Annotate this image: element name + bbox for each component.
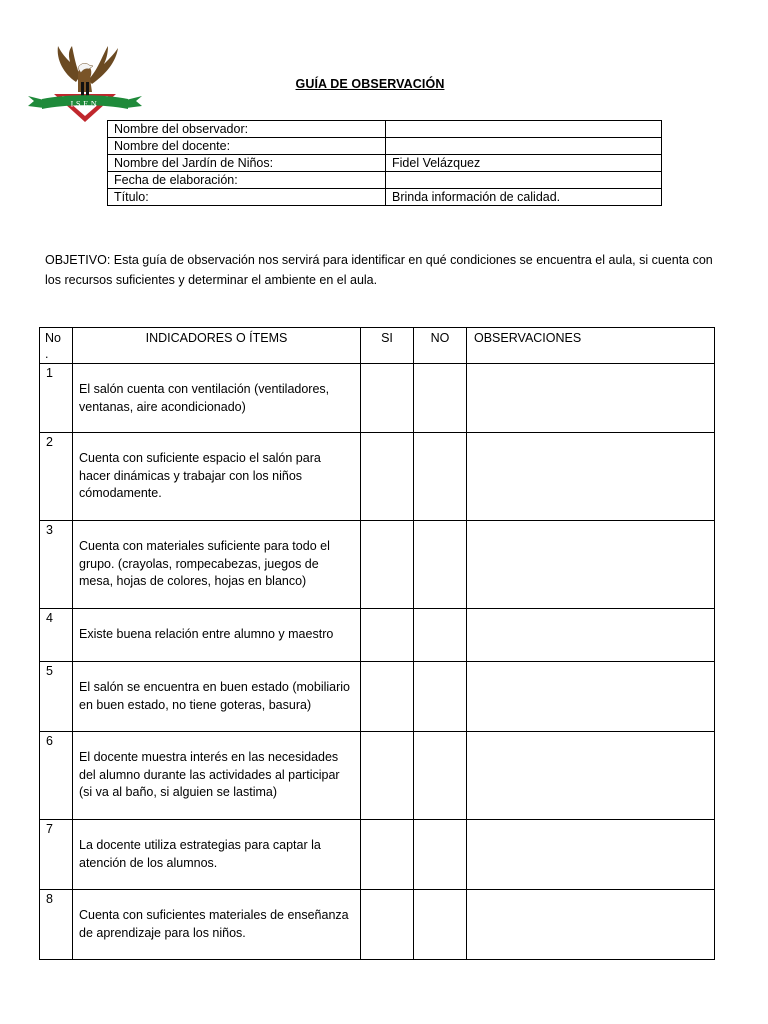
info-row bbox=[108, 121, 662, 138]
table-header-row bbox=[40, 328, 715, 364]
row-indicator: El salón cuenta con ventilación (ventiladores, ventanas, aire acondicionado) bbox=[73, 364, 361, 433]
info-table bbox=[107, 120, 662, 206]
logo-text: ISEN bbox=[70, 98, 100, 109]
info-label: Nombre del docente: bbox=[108, 138, 386, 155]
row-number: 2 bbox=[40, 433, 73, 521]
row-number: 6 bbox=[40, 732, 73, 820]
row-si-cell[interactable] bbox=[361, 609, 414, 662]
row-observations-cell[interactable] bbox=[467, 521, 715, 609]
row-indicator: El salón se encuentra en buen estado (mobiliario en buen estado, no tiene goteras, basura) bbox=[73, 662, 361, 732]
row-number: 5 bbox=[40, 662, 73, 732]
logo-ribbon bbox=[28, 96, 44, 108]
row-no-cell[interactable] bbox=[414, 364, 467, 433]
info-row bbox=[108, 138, 662, 155]
row-no-cell[interactable] bbox=[414, 433, 467, 521]
table-row bbox=[40, 521, 715, 609]
table-row bbox=[40, 662, 715, 732]
row-observations-cell[interactable] bbox=[467, 364, 715, 433]
row-observations-cell[interactable] bbox=[467, 732, 715, 820]
row-number: 7 bbox=[40, 820, 73, 890]
row-indicator: Cuenta con suficiente espacio el salón para hacer dinámicas y trabajar con los niños cómodamente. bbox=[73, 433, 361, 521]
table-row bbox=[40, 364, 715, 433]
header-si bbox=[361, 328, 414, 364]
row-no-cell[interactable] bbox=[414, 609, 467, 662]
row-si-cell[interactable] bbox=[361, 662, 414, 732]
row-number: 8 bbox=[40, 890, 73, 960]
info-label: Nombre del Jardín de Niños: bbox=[108, 155, 386, 172]
row-indicator: Existe buena relación entre alumno y maestro bbox=[73, 609, 361, 662]
row-no-cell[interactable] bbox=[414, 890, 467, 960]
info-row bbox=[108, 189, 662, 206]
row-observations-cell[interactable] bbox=[467, 662, 715, 732]
table-row bbox=[40, 890, 715, 960]
header-observations bbox=[467, 328, 715, 364]
objective-paragraph: OBJETIVO: Esta guía de observación nos servirá para identificar en qué condiciones se encuentra el aula, si cuenta con los recursos suficientes y determinar el ambiente en el aula. bbox=[45, 253, 713, 287]
table-row bbox=[40, 433, 715, 521]
table-row bbox=[40, 820, 715, 890]
row-si-cell[interactable] bbox=[361, 732, 414, 820]
header-items bbox=[73, 328, 361, 364]
header-items-label: INDICADORES O ÍTEMS bbox=[145, 331, 288, 345]
header-no-col-label: NO bbox=[430, 331, 450, 345]
header-no-label: No bbox=[45, 331, 61, 345]
row-observations-cell[interactable] bbox=[467, 890, 715, 960]
header-no bbox=[40, 328, 73, 364]
info-value: Fidel Velázquez bbox=[386, 155, 662, 172]
page-title: GUÍA DE OBSERVACIÓN bbox=[295, 77, 445, 91]
row-indicator: Cuenta con suficientes materiales de enseñanza de aprendizaje para los niños. bbox=[73, 890, 361, 960]
row-si-cell[interactable] bbox=[361, 820, 414, 890]
row-indicator: La docente utiliza estrategias para captar la atención de los alumnos. bbox=[73, 820, 361, 890]
row-no-cell[interactable] bbox=[414, 662, 467, 732]
info-value bbox=[386, 138, 662, 155]
info-label: Fecha de elaboración: bbox=[108, 172, 386, 189]
row-si-cell[interactable] bbox=[361, 433, 414, 521]
header-no-dot: . bbox=[45, 347, 49, 361]
row-no-cell[interactable] bbox=[414, 521, 467, 609]
info-label: Nombre del observador: bbox=[108, 121, 386, 138]
info-value: Brinda información de calidad. bbox=[386, 189, 662, 206]
row-observations-cell[interactable] bbox=[467, 433, 715, 521]
header-si-label: SI bbox=[381, 331, 393, 345]
row-si-cell[interactable] bbox=[361, 364, 414, 433]
info-label: Título: bbox=[108, 189, 386, 206]
info-row bbox=[108, 172, 662, 189]
info-row bbox=[108, 155, 662, 172]
row-observations-cell[interactable] bbox=[467, 609, 715, 662]
info-value bbox=[386, 121, 662, 138]
row-observations-cell[interactable] bbox=[467, 820, 715, 890]
table-row bbox=[40, 732, 715, 820]
observation-table bbox=[39, 327, 715, 960]
info-value bbox=[386, 172, 662, 189]
row-indicator: Cuenta con materiales suficiente para todo el grupo. (crayolas, rompecabezas, juegos de mesa, hojas de colores, hojas en blanco) bbox=[73, 521, 361, 609]
row-no-cell[interactable] bbox=[414, 732, 467, 820]
row-no-cell[interactable] bbox=[414, 820, 467, 890]
table-row bbox=[40, 609, 715, 662]
row-si-cell[interactable] bbox=[361, 521, 414, 609]
row-indicator: El docente muestra interés en las necesidades del alumno durante las actividades al participar (si va al baño, si alguien se lastima) bbox=[73, 732, 361, 820]
row-si-cell[interactable] bbox=[361, 890, 414, 960]
row-number: 4 bbox=[40, 609, 73, 662]
row-number: 1 bbox=[40, 364, 73, 433]
header-no-col bbox=[414, 328, 467, 364]
header-observations-label: OBSERVACIONES bbox=[474, 331, 582, 345]
row-number: 3 bbox=[40, 521, 73, 609]
